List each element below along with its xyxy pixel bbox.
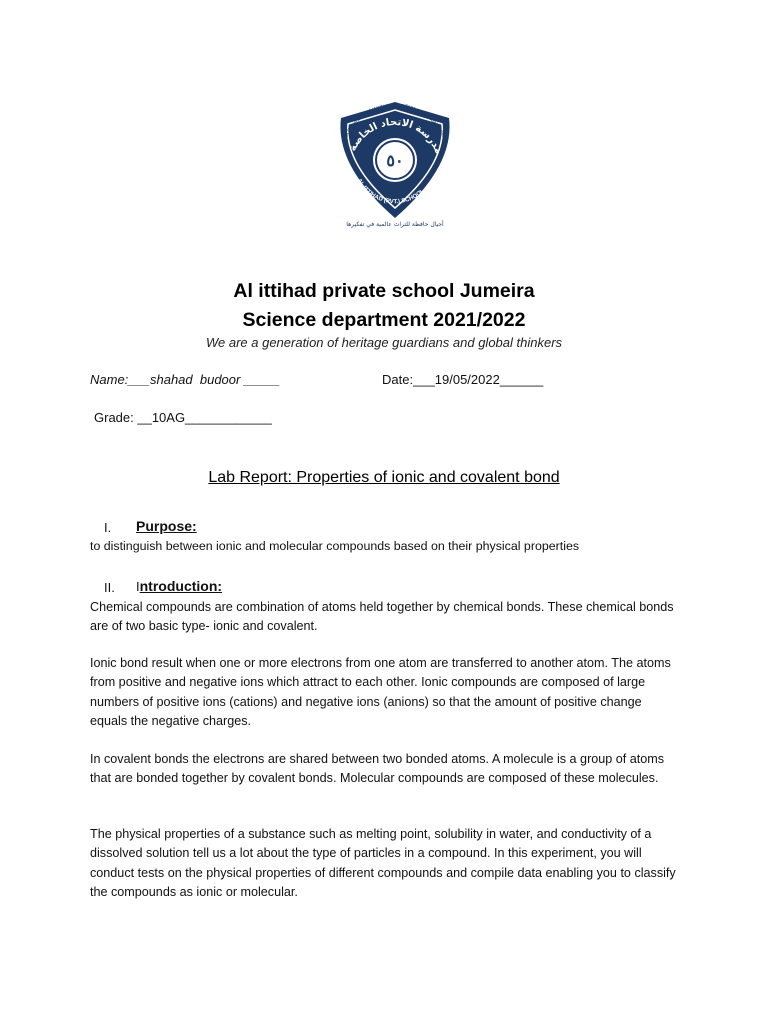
heading-rest: ntroduction: (139, 578, 223, 594)
intro-paragraph-4: The physical properties of a substance such as melting point, solubility in water, and conductivity of a dissolved solution tell us a lot about the type of particles in a compound. In this experiment, you will conduct tests on the physical properties of different compounds and compile data enabling you to classify the compounds as ionic or molecular. (90, 827, 676, 899)
logo-arabic-name: مدرسة الاتحاد الخاصة (347, 117, 444, 156)
date-value: ___19/05/2022______ (413, 372, 544, 387)
purpose-text: to distinguish between ionic and molecular compounds based on their physical properties (90, 539, 580, 553)
school-name: Al ittihad private school Jumeira (233, 280, 535, 302)
logo-arabic-motto: أجيال حافظة للتراث عالمية في تفكيرها (346, 221, 444, 228)
logo-arc-text: A Generation of Heritage Guardians and Global Thinkers (344, 102, 449, 145)
report-title: Lab Report: Properties of ionic and covalent bond (208, 469, 560, 486)
name-value: ___shahad budoor _____ (128, 372, 281, 387)
section-heading-introduction (136, 578, 222, 594)
grade-value: __10AG____________ (137, 410, 272, 425)
intro-paragraph-1: Chemical compounds are combination of atoms held together by chemical bonds. These chemical bonds are of two basic type- ionic and covalent. (90, 600, 674, 634)
heading-initial: I (136, 579, 140, 594)
intro-paragraph-2: Ionic bond result when one or more electrons from one atom are transferred to another atom. The atoms from positive and negative ions which attract to each other. Ionic compounds are composed of large numbers of positive ions (cations) and negative ions (anions) so that the amount of positive change equals the negative charges. (90, 656, 671, 728)
svg-text:٥٠: ٥٠ (386, 153, 404, 170)
grade-label: Grade: (94, 410, 138, 425)
grade-field (94, 410, 272, 425)
school-motto: We are a generation of heritage guardians and global thinkers (205, 335, 563, 350)
section-number-introduction: II. (104, 580, 115, 595)
section-heading-purpose: Purpose: (136, 518, 197, 534)
date-field (382, 372, 543, 387)
name-field (90, 372, 280, 387)
intro-paragraph-3: In covalent bonds the electrons are shared between two bonded atoms. A molecule is a group of atoms that are bonded together by covalent bonds. Molecular compounds are composed of these molecules. (90, 752, 665, 786)
name-label: Name: (90, 372, 129, 387)
date-label: Date: (382, 372, 414, 387)
department-title: Science department 2021/2022 (242, 309, 526, 331)
school-logo (331, 96, 459, 230)
section-number-purpose: I. (104, 520, 112, 535)
logo-english-name: AL ITTIHAD (PVT.) SCHOOL (355, 177, 426, 206)
